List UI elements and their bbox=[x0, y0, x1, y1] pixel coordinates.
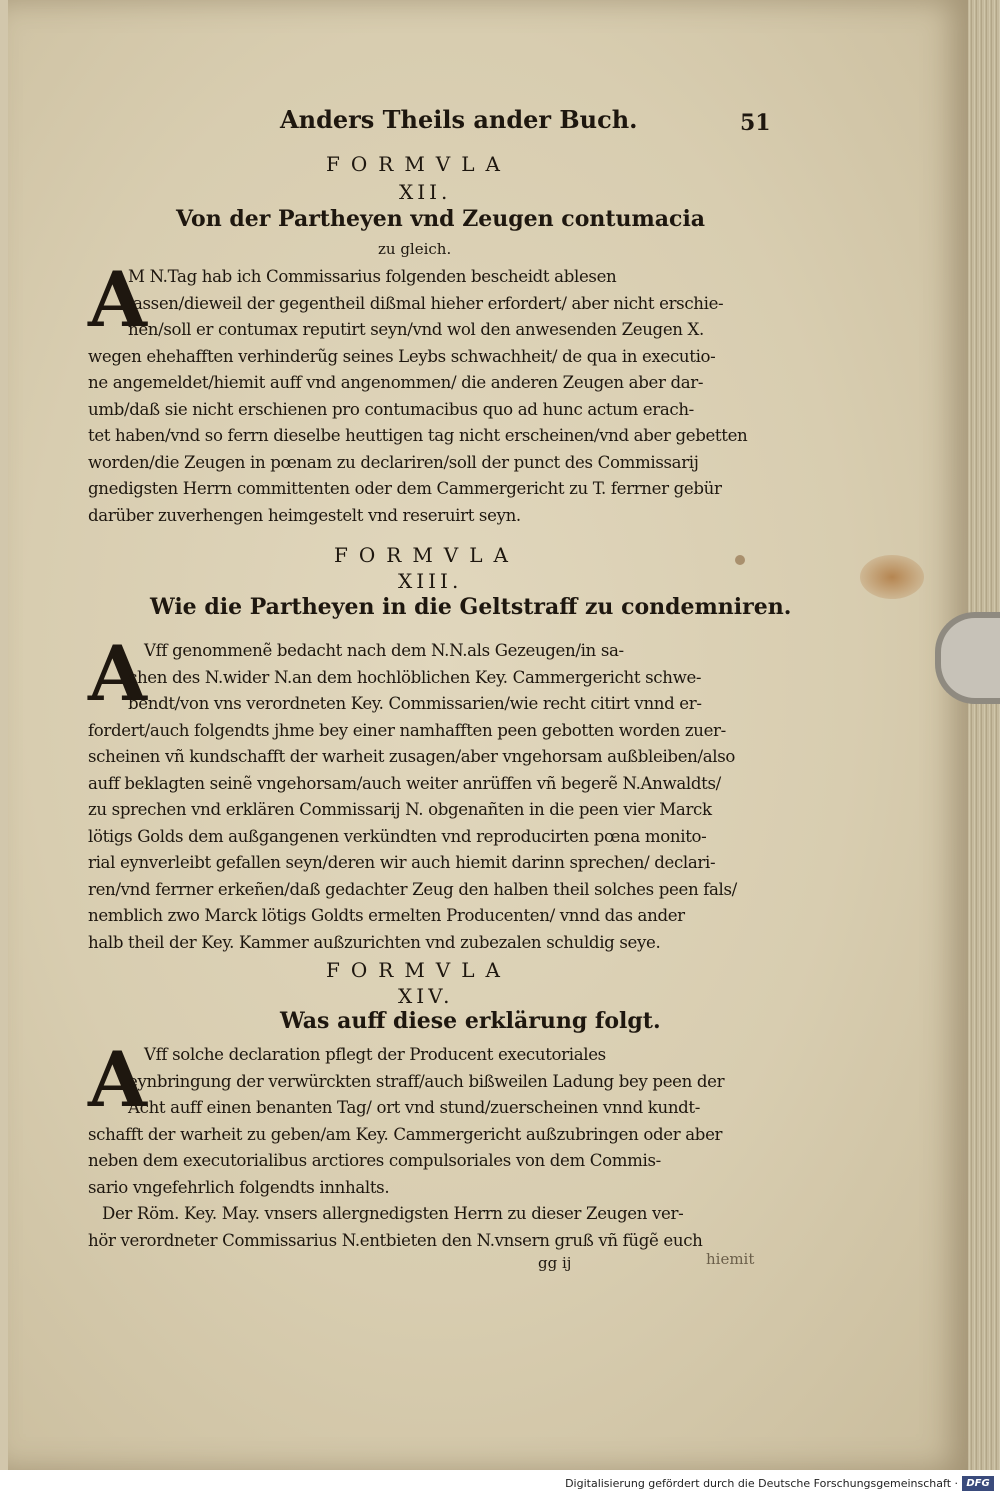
page-number: 51 bbox=[740, 110, 771, 136]
text-line: tet haben/vnd so ferrn dieselbe heuttigen tag nicht erscheinen/vnd aber gebetten bbox=[88, 426, 748, 445]
decorated-initial: A bbox=[88, 255, 147, 344]
page-stain bbox=[860, 555, 924, 599]
text-line: nemblich zwo Marck lötigs Goldts ermelten Producenten/ vnnd das ander bbox=[88, 906, 685, 925]
text-line: darüber zuverhengen heimgestelt vnd reseruirt seyn. bbox=[88, 505, 521, 525]
signature-mark: gg ij bbox=[538, 1254, 572, 1272]
text-line: ne angemeldet/hiemit auff vnd angenommen/ die anderen Zeugen aber dar- bbox=[88, 373, 704, 392]
section-heading: Von der Partheyen vnd Zeugen contumacia bbox=[176, 206, 706, 232]
text-line: ren/vnd ferrner erkeñen/daß gedachter Zeug den halben theil solches peen fals/ bbox=[88, 879, 737, 899]
running-head: Anders Theils ander Buch. bbox=[280, 105, 638, 134]
formula-label: FORMVLA bbox=[334, 543, 519, 567]
text-line: Vff genommenẽ bedacht nach dem N.N.als Gezeugen/in sa- bbox=[144, 641, 624, 660]
section-subheading: zu gleich. bbox=[378, 240, 452, 258]
text-line: Vff solche declaration pflegt der Producent executoriales bbox=[144, 1045, 606, 1064]
text-line: schafft der warheit zu geben/am Key. Cammergericht außzubringen oder aber bbox=[88, 1124, 723, 1144]
decorated-initial: A bbox=[88, 1035, 147, 1124]
text-line: rial eynverleibt gefallen seyn/deren wir auch hiemit darinn sprechen/ declari- bbox=[88, 853, 716, 872]
catchword: hiemit bbox=[706, 1250, 755, 1268]
text-line: umb/daß sie nicht erschienen pro contumacibus quo ad hunc actum erach- bbox=[88, 399, 694, 419]
paragraph bbox=[88, 1035, 768, 1254]
text-line: gnedigsten Herrn committenten oder dem Cammergericht zu T. ferrner gebür bbox=[88, 479, 722, 498]
text-line: Acht auff einen benanten Tag/ ort vnd stund/zuerscheinen vnnd kundt- bbox=[128, 1098, 701, 1117]
text-line: neben dem executorialibus arctiores compulsoriales von dem Commis- bbox=[88, 1151, 661, 1170]
page-edges bbox=[968, 0, 1000, 1470]
text-line: fordert/auch folgendts jhme bey einer namhafften peen gebotten worden zuer- bbox=[88, 720, 726, 740]
text-line: halb theil der Key. Kammer außzurichten vnd zubezalen schuldig seye. bbox=[88, 932, 661, 952]
text-line: lötigs Golds dem außgangenen verkündten vnd reproducirten pœna monito- bbox=[88, 826, 707, 846]
ink-spot bbox=[735, 555, 745, 565]
text-line: wegen ehehafften verhinderũg seines Leybs schwachheit/ de qua in executio- bbox=[88, 346, 716, 366]
text-line: auff beklagten seinẽ vngehorsam/auch weiter anrüffen vñ begerẽ N.Anwaldts/ bbox=[88, 773, 721, 793]
text-line: bendt/von vns verordneten Key. Commissarien/wie recht citirt vnnd er- bbox=[128, 694, 702, 713]
funding-note: Digitalisierung gefördert durch die Deutsche Forschungsgemeinschaft · bbox=[565, 1477, 958, 1490]
paragraph bbox=[88, 629, 768, 956]
text-line: zu sprechen vnd erklären Commissarij N. obgenañten in die peen vier Marck bbox=[88, 800, 712, 819]
text-line: lassen/dieweil der gegentheil dißmal hieher erfordert/ aber nicht erschie- bbox=[128, 293, 724, 313]
text-line: eynbringung der verwürckten straff/auch bißweilen Ladung bey peen der bbox=[128, 1071, 725, 1091]
text-line: sario vngefehrlich folgendts innhalts. bbox=[88, 1177, 390, 1197]
section-heading: Wie die Partheyen in die Geltstraff zu condemniren. bbox=[150, 594, 792, 620]
text-line: worden/die Zeugen in pœnam zu declariren/soll der punct des Commissarij bbox=[88, 452, 699, 472]
text-line: scheinen vñ kundschafft der warheit zusagen/aber vngehorsam außbleiben/also bbox=[88, 747, 736, 766]
formula-numeral: XII. bbox=[399, 180, 452, 204]
digitization-footer bbox=[0, 1470, 1000, 1499]
page-clip bbox=[935, 612, 1000, 704]
text-line: nen/soll er contumax reputirt seyn/vnd wol den anwesenden Zeugen X. bbox=[128, 320, 704, 339]
text-line: hör verordneter Commissarius N.entbieten den N.vnsern gruß vñ fügẽ euch bbox=[88, 1230, 703, 1250]
formula-label: FORMVLA bbox=[326, 152, 511, 176]
section-heading: Was auff diese erklärung folgt. bbox=[280, 1008, 661, 1034]
dfg-logo: DFG bbox=[962, 1476, 994, 1491]
formula-numeral: XIII. bbox=[398, 569, 463, 593]
paragraph bbox=[88, 255, 768, 529]
text-line: Der Röm. Key. May. vnsers allergnedigsten Herrn zu dieser Zeugen ver- bbox=[102, 1204, 684, 1223]
formula-numeral: XIV. bbox=[398, 984, 454, 1008]
formula-label: FORMVLA bbox=[326, 958, 511, 982]
text-line: chen des N.wider N.an dem hochlöblichen Key. Cammergericht schwe- bbox=[128, 667, 702, 687]
decorated-initial: A bbox=[88, 629, 147, 718]
text-line: M N.Tag hab ich Commissarius folgenden bescheidt ablesen bbox=[128, 267, 617, 286]
